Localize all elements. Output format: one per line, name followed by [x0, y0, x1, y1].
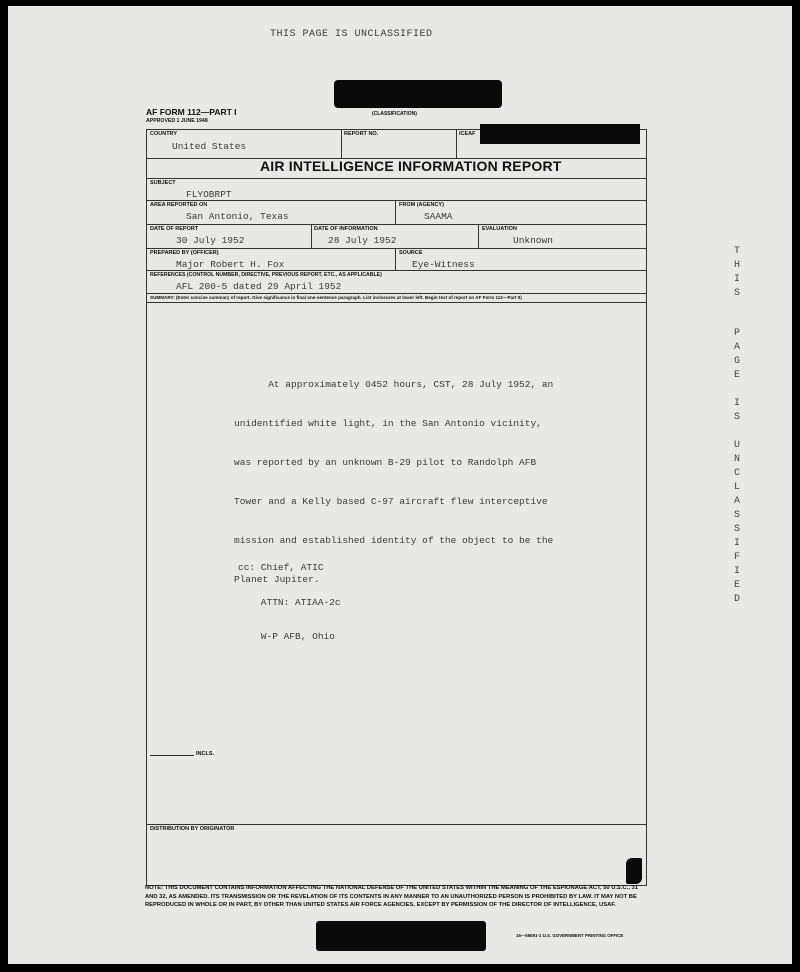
summary-line: At approximately 0452 hours, CST, 28 July 1952, an	[234, 379, 554, 390]
side-stamp-letter: E	[734, 580, 741, 591]
side-stamp-letter: S	[734, 510, 741, 521]
side-stamp-letter: L	[734, 482, 741, 493]
area-reported-value: San Antonio, Texas	[186, 211, 289, 222]
source-value: Eye-Witness	[412, 259, 475, 270]
side-stamp-letter: P	[734, 328, 741, 339]
date-of-report-label: DATE OF REPORT	[150, 226, 199, 232]
side-stamp-letter: H	[734, 260, 741, 271]
prepared-by-label: PREPARED BY (OFFICER)	[150, 250, 219, 256]
side-stamp-letter: S	[734, 288, 741, 299]
subject-value: FLYOBRPT	[186, 189, 232, 200]
espionage-act-notice	[145, 884, 651, 910]
form-number: AF FORM 112—PART I	[146, 107, 237, 117]
country-value: United States	[172, 141, 247, 152]
date-of-information-label: DATE OF INFORMATION	[314, 226, 378, 232]
note-text: THIS DOCUMENT CONTAINS INFORMATION AFFECTING THE NATIONAL DEFENSE OF THE UNITED STATES WITHIN THE MEANING OF THE ESPIONAGE ACT, 50 U.S.C., 31 AND 32, AS AMENDED. ITS TRANSMISSION OR THE REVELATION OF ITS CONTENTS IN ANY MANNER TO AN UNAUTHORIZED PERSON IS PROHIBITED BY LAW. IT MAY NOT BE REPRODUCED IN WHOLE OR IN PART, BY OTHER THAN UNITED STATES AIR FORCE AGENCIES, EXCEPT BY PERMISSION OF THE DIRECTOR OF INTELLIGENCE, USAF.	[145, 885, 638, 908]
printing-office-line: 16—55691-1 U.S. GOVERNMENT PRINTING OFFICE	[516, 933, 624, 938]
redaction-bar-bottom	[316, 921, 486, 951]
side-stamp-letter: I	[734, 566, 741, 577]
redaction-bar-report-number	[480, 124, 640, 144]
summary-line: mission and established identity of the object to be the	[234, 535, 554, 546]
side-stamp-letter: E	[734, 370, 741, 381]
subject-label: SUBJECT	[150, 180, 176, 186]
side-stamp-letter: T	[734, 246, 741, 257]
source-label: SOURCE	[399, 250, 423, 256]
date-of-information-value: 28 July 1952	[328, 235, 397, 246]
date-of-report-value: 30 July 1952	[176, 235, 245, 246]
summary-line: Tower and a Kelly based C-97 aircraft flew interceptive	[234, 496, 548, 507]
side-stamp-letter: U	[734, 440, 741, 451]
classification-label: (CLASSIFICATION)	[372, 111, 417, 117]
side-stamp-letter: A	[734, 342, 741, 353]
cc-line: cc: Chief, ATIC	[238, 562, 324, 573]
note-label: NOTE:	[145, 885, 164, 891]
form-approved-date: APPROVED 1 JUNE 1948	[146, 118, 208, 124]
redaction-bar-classification	[334, 80, 502, 108]
side-stamp-letter: C	[734, 468, 741, 479]
cc-line: ATTN: ATIAA-2c	[238, 596, 341, 608]
summary-label: SUMMARY: (Enter concise summary of report. Give significance in final one-sentence paragraph. List inclosures at lower left. Begin text of report on AF Form 112—Part II)	[150, 295, 522, 300]
area-reported-label: AREA REPORTED ON	[150, 202, 208, 208]
side-stamp-letter: I	[734, 538, 741, 549]
copy-to-block	[238, 539, 341, 666]
top-classification-marking: THIS PAGE IS UNCLASSIFIED	[270, 29, 433, 40]
side-stamp-letter: G	[734, 356, 741, 367]
distribution-label: DISTRIBUTION BY ORIGINATOR	[150, 826, 235, 832]
from-agency-value: SAAMA	[424, 211, 453, 222]
country-label: COUNTRY	[150, 131, 177, 137]
inclosures-label: INCLS.	[196, 751, 215, 757]
form-title: AIR INTELLIGENCE INFORMATION REPORT	[260, 158, 562, 174]
side-stamp-letter: A	[734, 496, 741, 507]
side-stamp-letter: I	[734, 398, 741, 409]
side-stamp-letter: S	[734, 524, 741, 535]
side-stamp-letter: D	[734, 594, 741, 605]
side-stamp-letter: N	[734, 454, 741, 465]
summary-line: unidentified white light, in the San Antonio vicinity,	[234, 418, 542, 429]
report-no-label: REPORT NO.	[344, 131, 379, 137]
cc-line: W-P AFB, Ohio	[238, 631, 335, 642]
references-value: AFL 200-5 dated 29 April 1952	[176, 281, 342, 292]
side-stamp-letter: I	[734, 274, 741, 285]
side-stamp-letter: F	[734, 552, 741, 563]
document-page	[8, 6, 792, 964]
evaluation-label: EVALUATION	[482, 226, 517, 232]
scan-artifact-corner	[626, 858, 642, 884]
prepared-by-value: Major Robert H. Fox	[176, 259, 285, 270]
summary-line: Planet Jupiter.	[234, 574, 320, 585]
evaluation-value: Unknown	[513, 235, 553, 246]
iceaf-label: ICEAF	[459, 131, 476, 137]
references-label: REFERENCES (CONTROL NUMBER, DIRECTIVE, PREVIOUS REPORT, ETC., AS APPLICABLE)	[150, 272, 382, 278]
side-stamp-letter: S	[734, 412, 741, 423]
from-agency-label: FROM (AGENCY)	[399, 202, 444, 208]
summary-line: was reported by an unknown B-29 pilot to Randolph AFB	[234, 457, 537, 468]
